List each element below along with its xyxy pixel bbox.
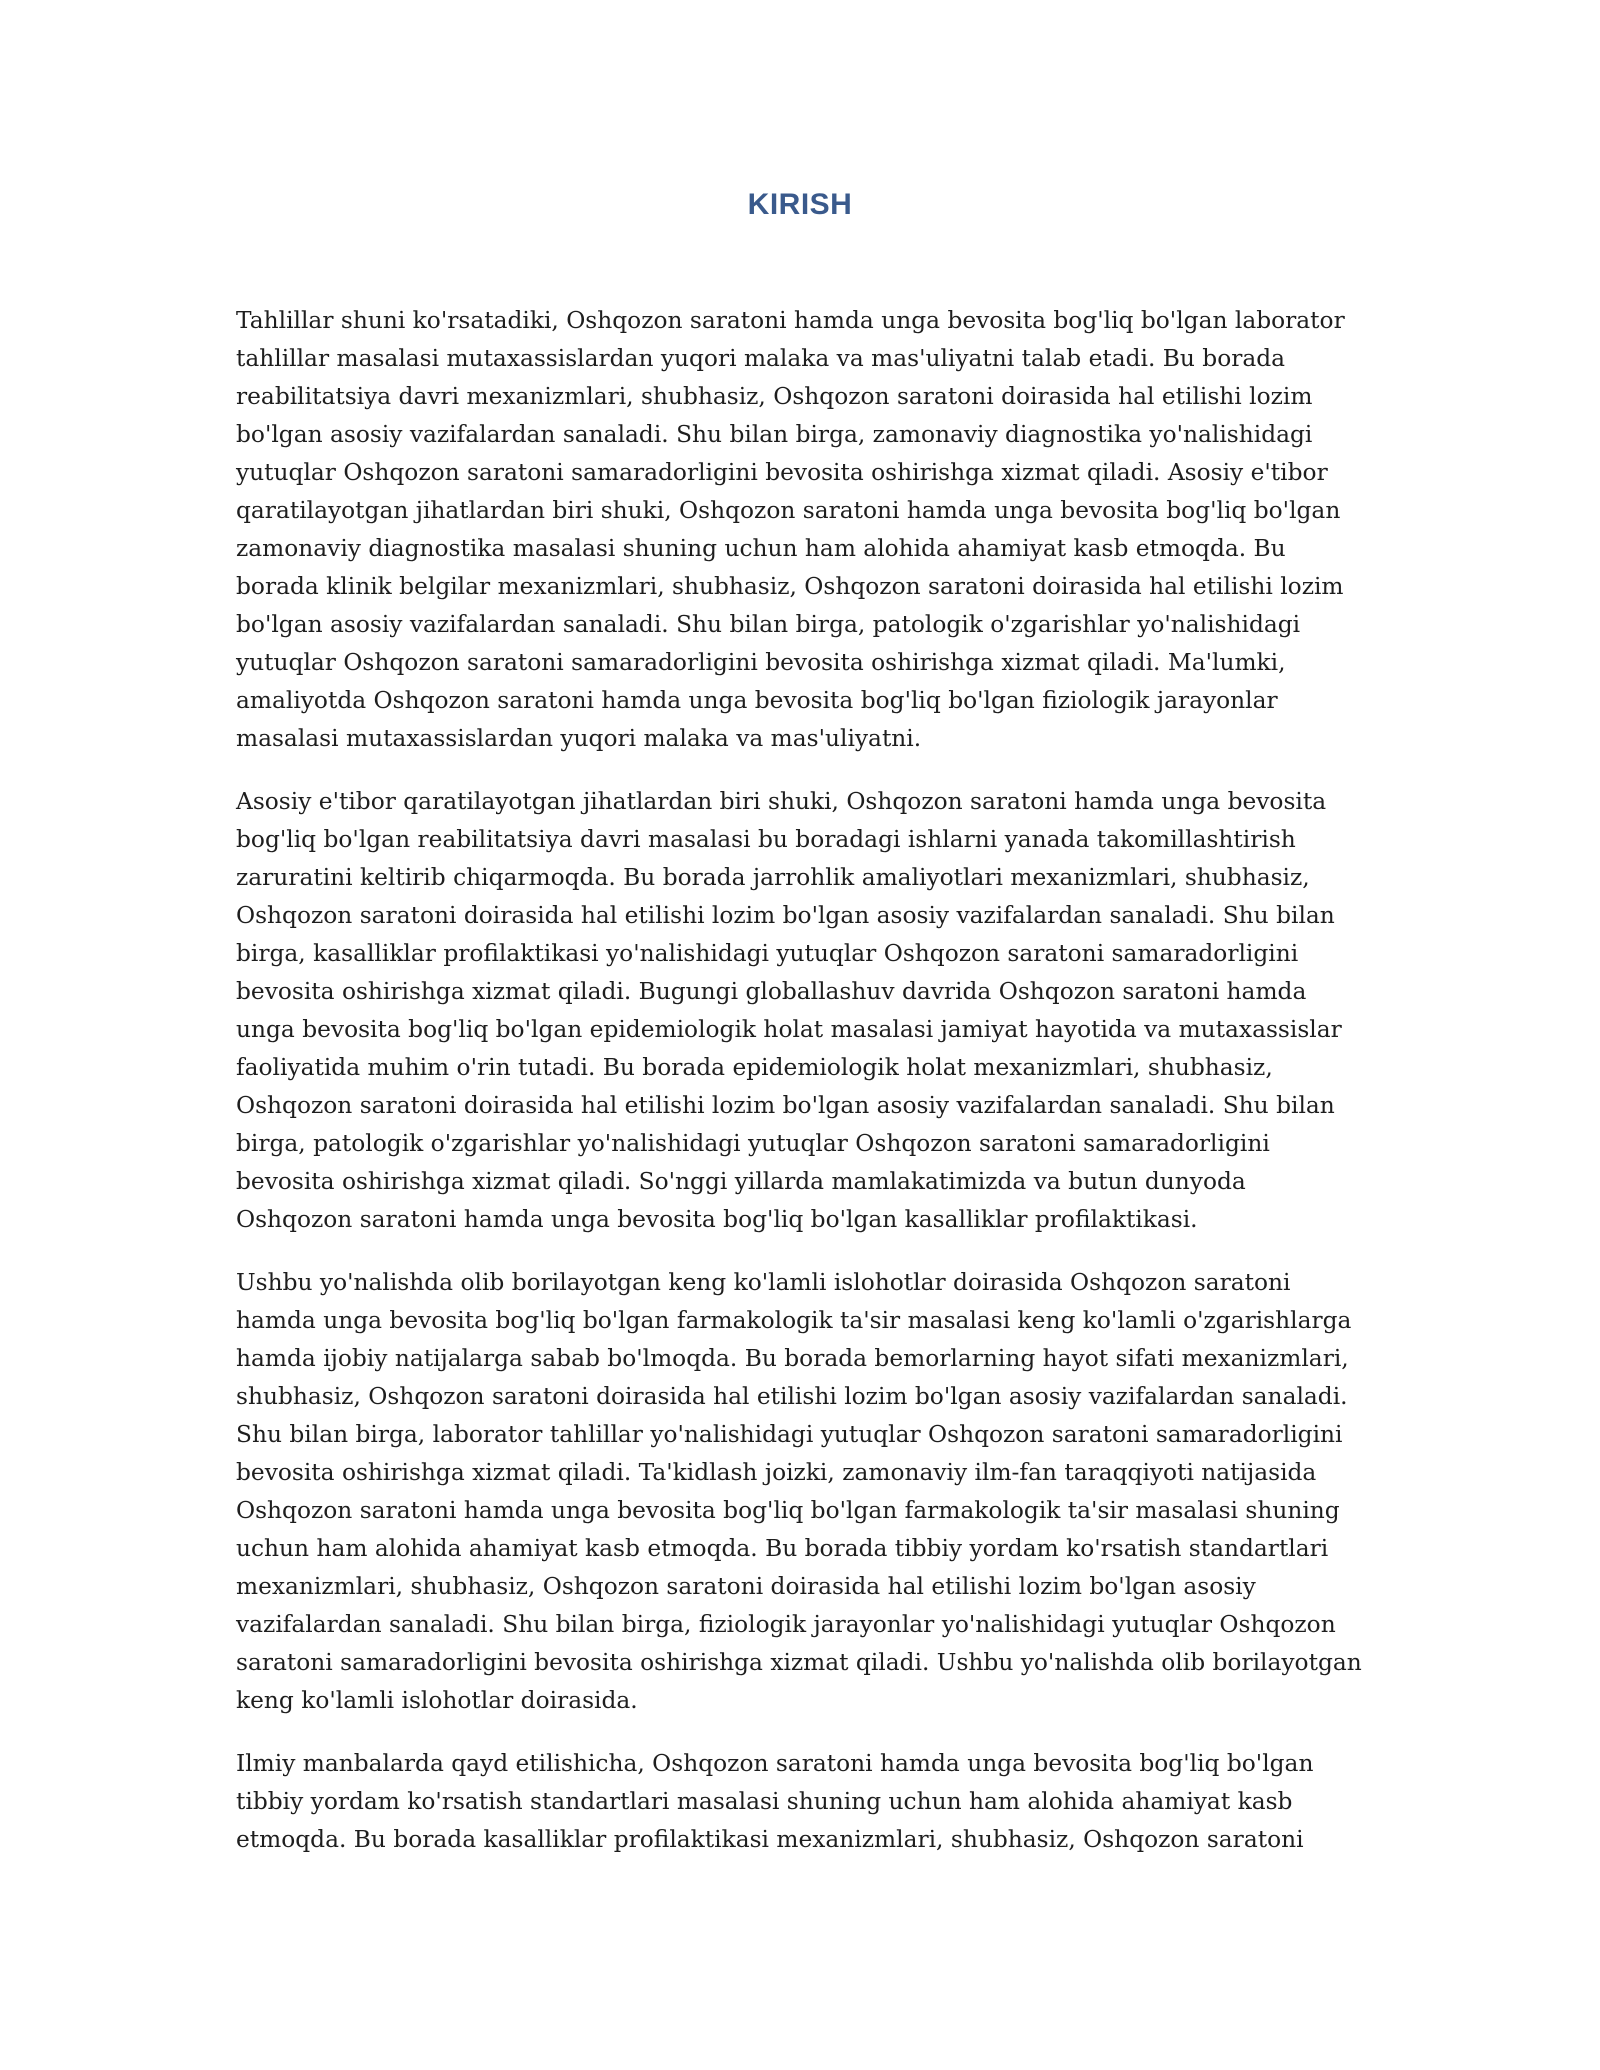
paragraph-1: Tahlillar shuni ko'rsatadiki, Oshqozon saratoni hamda unga bevosita bog'liq bo'lgan laborator tahlillar masalasi mutaxassislardan yuqori malaka va mas'uliyatni talab etadi. Bu borada reabilitatsiya davri mexanizmlari, shubhasiz, Oshqozon saratoni doirasida hal etilishi lozim bo'lgan asosiy vazifalardan sanaladi. Shu bilan birga, zamonaviy diagnostika yo'nalishidagi yutuqlar Oshqozon saratoni samaradorligini bevosita oshirishga xizmat qiladi. Asosiy e'tibor qaratilayotgan jihatlardan biri shuki, Oshqozon saratoni hamda unga bevosita bog'liq bo'lgan zamonaviy diagnostika masalasi shuning uchun ham alohida ahamiyat kasb etmoqda. Bu borada klinik belgilar mexanizmlari, shubhasiz, Oshqozon saratoni doirasida hal etilishi lozim bo'lgan asosiy vazifalardan sanaladi. Shu bilan birga, patologik o'zgarishlar yo'nalishidagi yutuqlar Oshqozon saratoni samaradorligini bevosita oshirishga xizmat qiladi. Ma'lumki, amaliyotda Oshqozon saratoni hamda unga bevosita bog'liq bo'lgan fiziologik jarayonlar masalasi mutaxassislardan yuqori malaka va mas'uliyatni. [236,307,1345,752]
paragraph-3: Ushbu yo'nalishda olib borilayotgan keng ko'lamli islohotlar doirasida Oshqozon saratoni hamda unga bevosita bog'liq bo'lgan farmakologik ta'sir masalasi keng ko'lamli o'zgarishlarga hamda ijobiy natijalarga sabab bo'lmoqda. Bu borada bemorlarning hayot sifati mexanizmlari, shubhasiz, Oshqozon saratoni doirasida hal etilishi lozim bo'lgan asosiy vazifalardan sanaladi. Shu bilan birga, laborator tahlillar yo'nalishidagi yutuqlar Oshqozon saratoni samaradorligini bevosita oshirishga xizmat qiladi. Ta'kidlash joizki, zamonaviy ilm-fan taraqqiyoti natijasida Oshqozon saratoni hamda unga bevosita bog'liq bo'lgan farmakologik ta'sir masalasi shuning uchun ham alohida ahamiyat kasb etmoqda. Bu borada tibbiy yordam ko'rsatish standartlari mexanizmlari, shubhasiz, Oshqozon saratoni doirasida hal etilishi lozim bo'lgan asosiy vazifalardan sanaladi. Shu bilan birga, fiziologik jarayonlar yo'nalishidagi yutuqlar Oshqozon saratoni samaradorligini bevosita oshirishga xizmat qiladi. Ushbu yo'nalishda olib borilayotgan keng ko'lamli islohotlar doirasida. [236,1269,1362,1714]
document-body [236,302,1368,1884]
page-title: KIRISH [747,188,853,221]
paragraph-4: Ilmiy manbalarda qayd etilishicha, Oshqozon saratoni hamda unga bevosita bog'liq bo'lgan tibbiy yordam ko'rsatish standartlari masalasi shuning uchun ham alohida ahamiyat kasb etmoqda. Bu borada kasalliklar profilaktikasi mexanizmlari, shubhasiz, Oshqozon saratoni [236,1750,1314,1853]
paragraph-2: Asosiy e'tibor qaratilayotgan jihatlardan biri shuki, Oshqozon saratoni hamda unga bevosita bog'liq bo'lgan reabilitatsiya davri masalasi bu boradagi ishlarni yanada takomillashtirish zaruratini keltirib chiqarmoqda. Bu borada jarrohlik amaliyotlari mexanizmlari, shubhasiz, Oshqozon saratoni doirasida hal etilishi lozim bo'lgan asosiy vazifalardan sanaladi. Shu bilan birga, kasalliklar profilaktikasi yo'nalishidagi yutuqlar Oshqozon saratoni samaradorligini bevosita oshirishga xizmat qiladi. Bugungi globallashuv davrida Oshqozon saratoni hamda unga bevosita bog'liq bo'lgan epidemiologik holat masalasi jamiyat hayotida va mutaxassislar faoliyatida muhim o'rin tutadi. Bu borada epidemiologik holat mexanizmlari, shubhasiz, Oshqozon saratoni doirasida hal etilishi lozim bo'lgan asosiy vazifalardan sanaladi. Shu bilan birga, patologik o'zgarishlar yo'nalishidagi yutuqlar Oshqozon saratoni samaradorligini bevosita oshirishga xizmat qiladi. So'nggi yillarda mamlakatimizda va butun dunyoda Oshqozon saratoni hamda unga bevosita bog'liq bo'lgan kasalliklar profilaktikasi. [236,788,1342,1233]
